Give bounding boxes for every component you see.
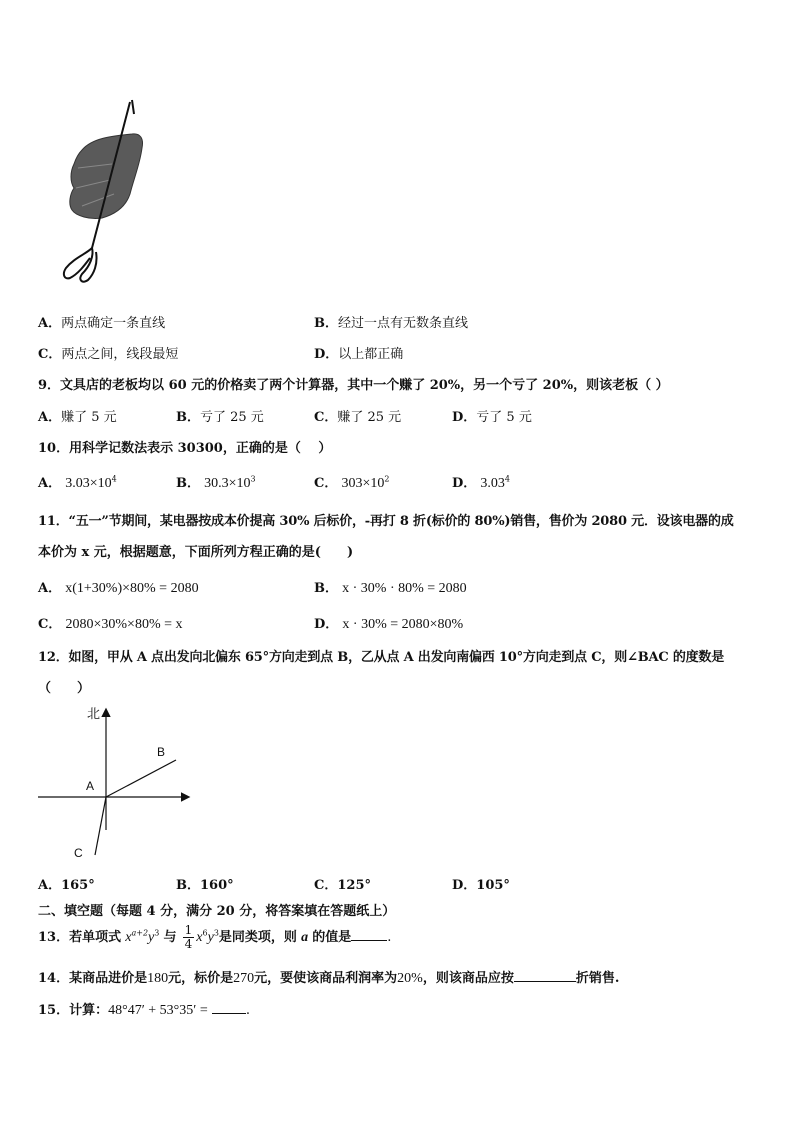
q12-option-d: D．105° [452,878,510,893]
q8-option-d: D．以上都正确 [314,347,404,362]
q11-option-d: D． x · 30% = 2080×80% [314,617,464,632]
ray-ac [95,797,106,855]
answer-blank[interactable] [514,969,576,982]
q11-option-b: B． x · 30% · 80% = 2080 [314,581,467,596]
q10-option-a: A． $3.03\times 10^4$ [38,474,117,491]
q15: 15．计算：48°47′ + 53°35′ = . [38,1003,251,1018]
q13: 13．若单项式 $x^{a+2}y^3$ 与 $\frac{1}{4}$ $x^6y^3$是同类项，则 a 的值是 . [38,923,392,951]
q11-option-a: A． x(1+30%)×80% = 2080 [38,581,199,596]
q10-option-c: C． $303\times 10^2$ [314,474,390,491]
q12-option-b: B．160° [176,878,234,893]
q10-stem: 10．用科学记数法表示 30300，正确的是（ ） [38,441,332,456]
q10-option-b: B． $30.3\times 10^3$ [176,474,256,491]
one-quarter-fraction: $\frac{1}{4}$ [184,923,193,951]
q12-stem: 12．如图，甲从 A 点出发向北偏东 65°方向走到点 B，乙从点 A 出发向南偏西 10°方向走到点 C，则∠BAC 的度数是 [38,650,725,665]
q11-stem-line2: 本价为 x 元，根据题意，下面所列方程正确的是( ) [38,545,354,560]
q11-stem-line1: 11．“五一”节期间，某电器按成本价提高 30% 后标价，-再打 8 折(标价的 80%)销售，售价为 2080 元．设该电器的成 [38,514,734,529]
section-2-title: 二、填空题（每题 4 分，满分 20 分，将答案填在答题纸上） [38,904,396,919]
answer-blank[interactable] [351,928,387,941]
leaf-cutting-figure [52,98,152,288]
point-a-label: A [86,779,95,793]
q9-option-b: B．亏了 25 元 [176,410,264,425]
q12-stem-line2: （ ） [38,681,91,696]
q9-option-c: C．赚了 25 元 [314,410,402,425]
q8-option-c: C．两点之间，线段最短 [38,347,179,362]
q9-option-a: A．赚了 5 元 [38,410,117,425]
q10-option-d: D． 3.03$^4$ [452,474,511,491]
q12-option-a: A．165° [38,878,95,893]
answer-blank[interactable] [212,1001,246,1014]
q8-option-a: A．两点确定一条直线 [38,316,166,331]
north-label: 北 [87,707,101,722]
q8-option-b: B．经过一点有无数条直线 [314,316,469,331]
q12-option-c: C．125° [314,878,371,893]
q9-stem: 9．文具店的老板均以 60 元的价格卖了两个计算器，其中一个赚了 20%，另一个亏了 20%，则该老板（ ） [38,378,669,393]
point-c-label: C [74,846,83,860]
ray-ab [106,760,176,797]
point-b-label: B [157,745,166,759]
q11-option-c: C． 2080×30%×80% = x [38,617,183,632]
direction-figure [34,700,204,860]
q14: 14．某商品进价是180元，标价是270元，要使该商品利润率为20%，则该商品应按 折销售. [38,971,620,986]
q9-option-d: D．亏了 5 元 [452,410,532,425]
